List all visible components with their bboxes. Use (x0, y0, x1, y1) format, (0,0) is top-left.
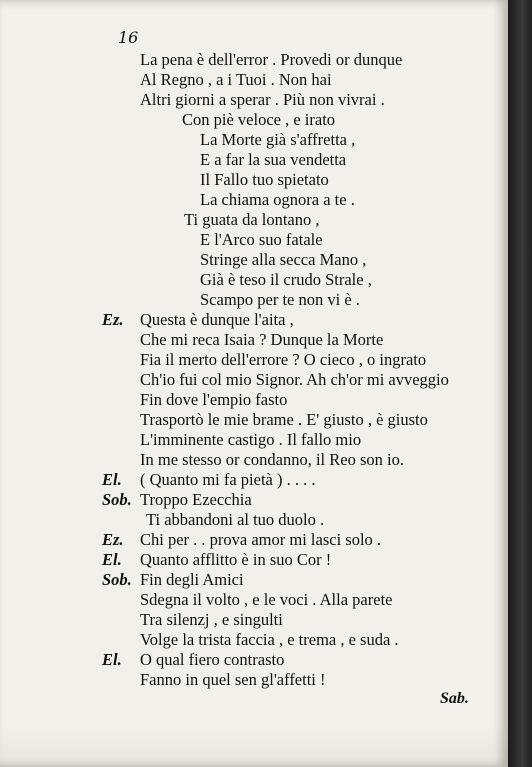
verse-line: Già è teso il crudo Strale , (200, 270, 372, 289)
speech-line: El. ( Quanto mi fa pietà ) . . . . (102, 470, 316, 489)
speaker-label: Ez. (102, 310, 124, 329)
verse-line: Sdegna il volto , e le voci . Alla parete (140, 590, 393, 609)
verse-line: Al Regno , a i Tuoi . Non hai (140, 70, 332, 89)
verse-line: Ch'io fui col mio Signor. Ah ch'or mi avveggio (140, 370, 449, 389)
verse-line: Volge la trista faccia , e trema , e suda . (140, 630, 399, 649)
book-spine (508, 0, 532, 767)
verse-line: Stringe alla secca Mano , (200, 250, 367, 269)
verse-line: E a far la sua vendetta (200, 150, 347, 169)
verse-line: In me stesso or condanno, il Reo son io. (140, 450, 404, 469)
speech-line: Sob. Fin degli Amici (102, 570, 244, 589)
speech-line: Ez. Chi per . . prova amor mi lasci solo . (102, 530, 382, 549)
page-edge-shadow (0, 727, 508, 767)
speaker-label: Ez. (102, 530, 124, 549)
verse-line: Il Fallo tuo spietato (200, 170, 329, 189)
speaker-label: El. (102, 550, 122, 569)
speech-line: Ez. Questa è dunque l'aita , (102, 310, 294, 329)
speech-line: Sob. Troppo Ezecchia (102, 490, 252, 509)
verse-line: L'imminente castigo . Il fallo mio (140, 430, 362, 449)
verse-line: E l'Arco suo fatale (200, 230, 323, 249)
verse-line: Scampo per te non vi è . (200, 290, 360, 309)
verse-line: La chiama ognora a te . (200, 190, 355, 209)
speaker-label: El. (102, 470, 122, 489)
speech-line: El. O qual fiero contrasto (102, 650, 285, 669)
speech-line: El. Quanto afflitto è in suo Cor ! (102, 550, 332, 569)
verse-line: Tra silenzj , e singulti (140, 610, 283, 629)
verse-line: Fia il merto dell'errore ? O cieco , o ingrato (140, 350, 427, 369)
verse-line: Fin dove l'empio fasto (140, 390, 288, 409)
verse-line: Altri giorni a sperar . Più non vivrai . (140, 90, 385, 109)
page-number: 16 (118, 28, 139, 47)
verse-line: La Morte già s'affretta , (200, 130, 356, 149)
verse-line: La pena è dell'error . Provedi or dunque (140, 50, 403, 69)
verse-line: Ti guata da lontano , (184, 210, 320, 229)
verse-line: Fanno in quel sen gl'affetti ! (140, 670, 326, 689)
verse-line: Ti abbandoni al tuo duolo . (146, 510, 325, 529)
speaker-label: El. (102, 650, 122, 669)
speaker-label: Sob. (102, 570, 132, 589)
verse-line: Trasportò le mie brame . E' giusto , è giusto (140, 410, 428, 429)
verse-line: Con piè veloce , e irato (182, 110, 336, 129)
catchword: Sab. (440, 690, 469, 707)
verse-line: Che mi reca Isaia ? Dunque la Morte (140, 330, 384, 349)
speaker-label: Sob. (102, 490, 132, 509)
